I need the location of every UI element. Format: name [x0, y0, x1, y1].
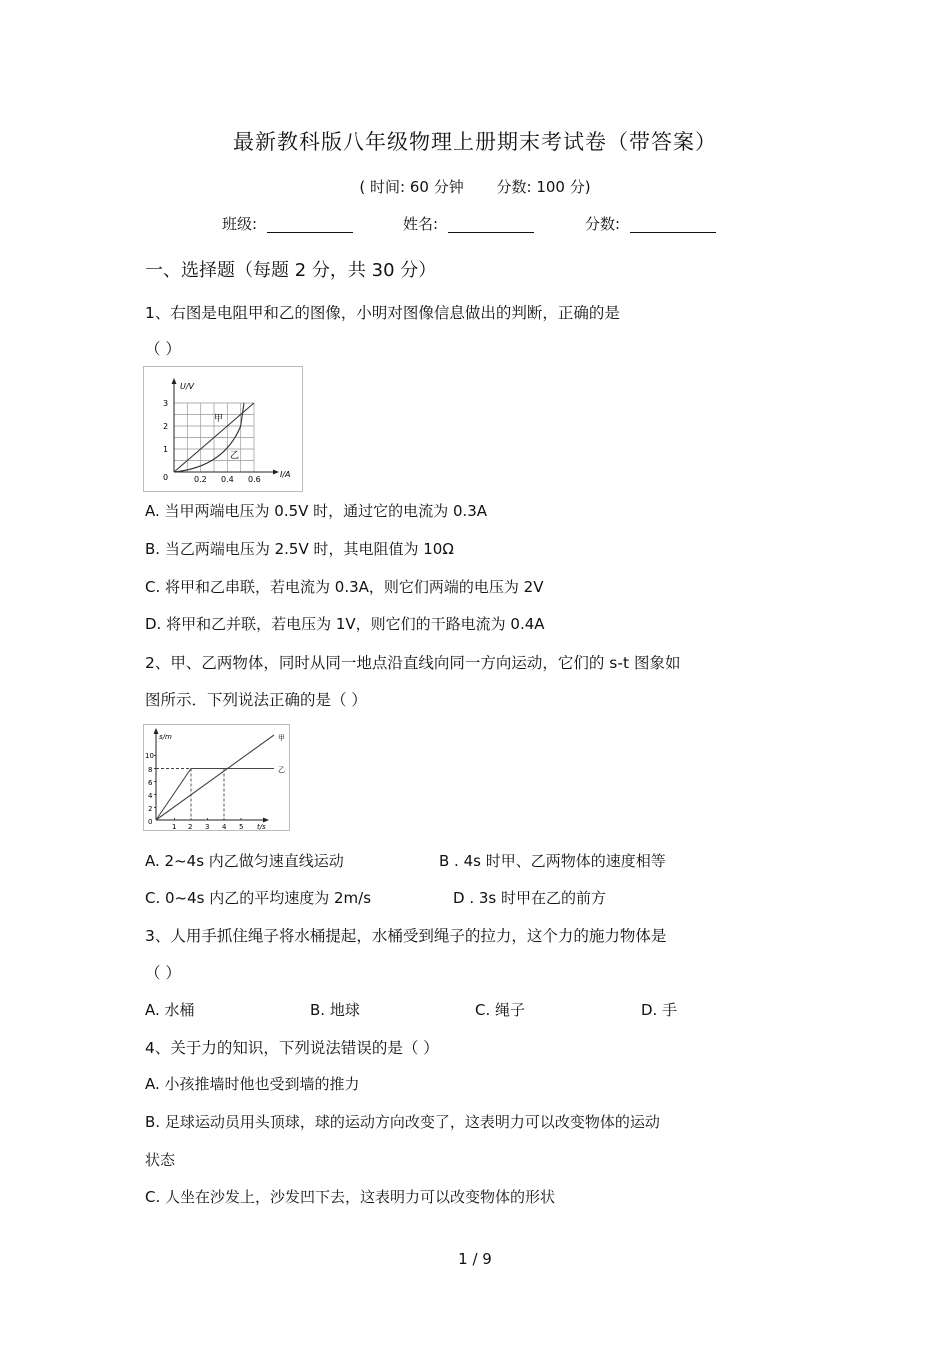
figure-1-ui-graph — [143, 366, 303, 492]
class-field — [222, 213, 353, 234]
figure-1-y-arrow — [172, 378, 177, 384]
figure-1-x-arrow — [273, 470, 279, 475]
figure-1-x-tick: 0.6 — [248, 475, 261, 484]
figure-2-y-tick: 8 — [148, 766, 153, 774]
question-1-option-b[interactable]: B. 当乙两端电压为 2.5V 时，其电阻值为 10Ω — [145, 540, 454, 558]
figure-2-y-tick: 4 — [148, 792, 153, 800]
question-4-stem: 4、关于力的知识，下列说法错误的是（ ） — [145, 1039, 439, 1057]
name-blank[interactable] — [448, 216, 534, 233]
figure-2-x-arrow — [263, 818, 269, 823]
question-2-option-b[interactable]: B . 4s 时甲、乙两物体的速度相等 — [439, 852, 666, 870]
name-label: 姓名: — [403, 215, 439, 233]
question-4-option-a[interactable]: A. 小孩推墙时他也受到墙的推力 — [145, 1075, 360, 1093]
page-number: 1 / 9 — [458, 1250, 492, 1268]
figure-1-y-tick: 1 — [163, 445, 169, 454]
question-3-option-d[interactable]: D. 手 — [641, 1001, 678, 1019]
figure-1-svg — [144, 367, 302, 491]
exam-meta — [0, 176, 950, 197]
figure-1-origin: 0 — [163, 473, 169, 482]
figure-2-x-tick: 1 — [172, 823, 177, 830]
question-2-option-d[interactable]: D . 3s 时甲在乙的前方 — [453, 889, 606, 907]
score-blank[interactable] — [630, 216, 716, 233]
figure-2-svg — [144, 725, 289, 830]
document-title: 最新教科版八年级物理上册期末考试卷（带答案） — [233, 130, 717, 154]
question-1-option-a[interactable]: A. 当甲两端电压为 0.5V 时，通过它的电流为 0.3A — [145, 502, 488, 520]
figure-1-y-tick: 2 — [163, 422, 169, 431]
question-4-option-c[interactable]: C. 人坐在沙发上，沙发凹下去，这表明力可以改变物体的形状 — [145, 1188, 556, 1206]
figure-1-label-yi: 乙 — [230, 451, 240, 461]
figure-1-x-tick: 0.2 — [194, 475, 207, 484]
section-heading: 一、选择题（每题 2 分，共 30 分） — [145, 260, 437, 281]
figure-2-y-tick: 6 — [148, 779, 153, 787]
figure-2-x-label: t/s — [257, 823, 266, 830]
figure-2-y-tick: 2 — [148, 805, 153, 813]
question-3-paren: （ ） — [145, 964, 181, 982]
score-field — [585, 213, 716, 234]
figure-2-y-tick: 10 — [145, 752, 154, 760]
question-2-option-a[interactable]: A. 2~4s 内乙做匀速直线运动 — [145, 852, 344, 870]
question-1-option-d[interactable]: D. 将甲和乙并联，若电压为 1V，则它们的干路电流为 0.4A — [145, 615, 545, 633]
figure-1-x-tick: 0.4 — [221, 475, 234, 484]
figure-2-x-tick: 5 — [239, 823, 244, 830]
figure-2-label-jia: 甲 — [278, 734, 285, 742]
question-3-stem: 3、人用手抓住绳子将水桶提起，水桶受到绳子的拉力，这个力的施力物体是 — [145, 927, 667, 945]
question-4-option-b-cont: 状态 — [145, 1151, 176, 1169]
class-blank[interactable] — [267, 216, 353, 233]
figure-2-x-tick: 3 — [205, 823, 210, 830]
figure-1-y-tick: 3 — [163, 399, 169, 408]
figure-2-origin: 0 — [148, 818, 153, 826]
question-2-stem: 2、甲、乙两物体，同时从同一地点沿直线向同一方向运动，它们的 s-t 图象如 — [145, 654, 681, 672]
figure-1-x-label: I/A — [280, 470, 291, 479]
figure-2-line-yi — [156, 769, 274, 821]
question-3-option-b[interactable]: B. 地球 — [310, 1001, 360, 1019]
figure-2-y-label: s/m — [159, 733, 172, 741]
question-2-stem-cont: 图所示．下列说法正确的是（ ） — [145, 691, 367, 709]
question-1-option-c[interactable]: C. 将甲和乙串联，若电流为 0.3A，则它们两端的电压为 2V — [145, 578, 544, 596]
question-1-paren: （ ） — [145, 340, 181, 358]
figure-2-y-arrow — [154, 728, 159, 734]
exam-time: ( 时间: 60 分钟 — [359, 178, 464, 196]
figure-2-ticks — [154, 756, 241, 821]
figure-2-x-tick: 4 — [222, 823, 227, 830]
figure-2-label-yi: 乙 — [278, 766, 285, 774]
class-label: 班级: — [222, 215, 258, 233]
question-4-option-b[interactable]: B. 足球运动员用头顶球，球的运动方向改变了，这表明力可以改变物体的运动 — [145, 1113, 660, 1131]
figure-1-y-label: U/V — [180, 382, 195, 391]
score-label: 分数: — [585, 215, 621, 233]
name-field — [403, 213, 534, 234]
figure-1-label-jia: 甲 — [214, 414, 224, 424]
figure-2-line-jia — [156, 735, 274, 820]
question-3-option-a[interactable]: A. 水桶 — [145, 1001, 195, 1019]
exam-total-score: 分数: 100 分) — [496, 178, 591, 196]
figure-2-st-graph — [143, 724, 290, 831]
question-3-option-c[interactable]: C. 绳子 — [475, 1001, 526, 1019]
question-2-option-c[interactable]: C. 0~4s 内乙的平均速度为 2m/s — [145, 889, 372, 907]
question-1-stem: 1、右图是电阻甲和乙的图像，小明对图像信息做出的判断，正确的是 — [145, 304, 620, 322]
figure-2-x-tick: 2 — [188, 823, 193, 830]
